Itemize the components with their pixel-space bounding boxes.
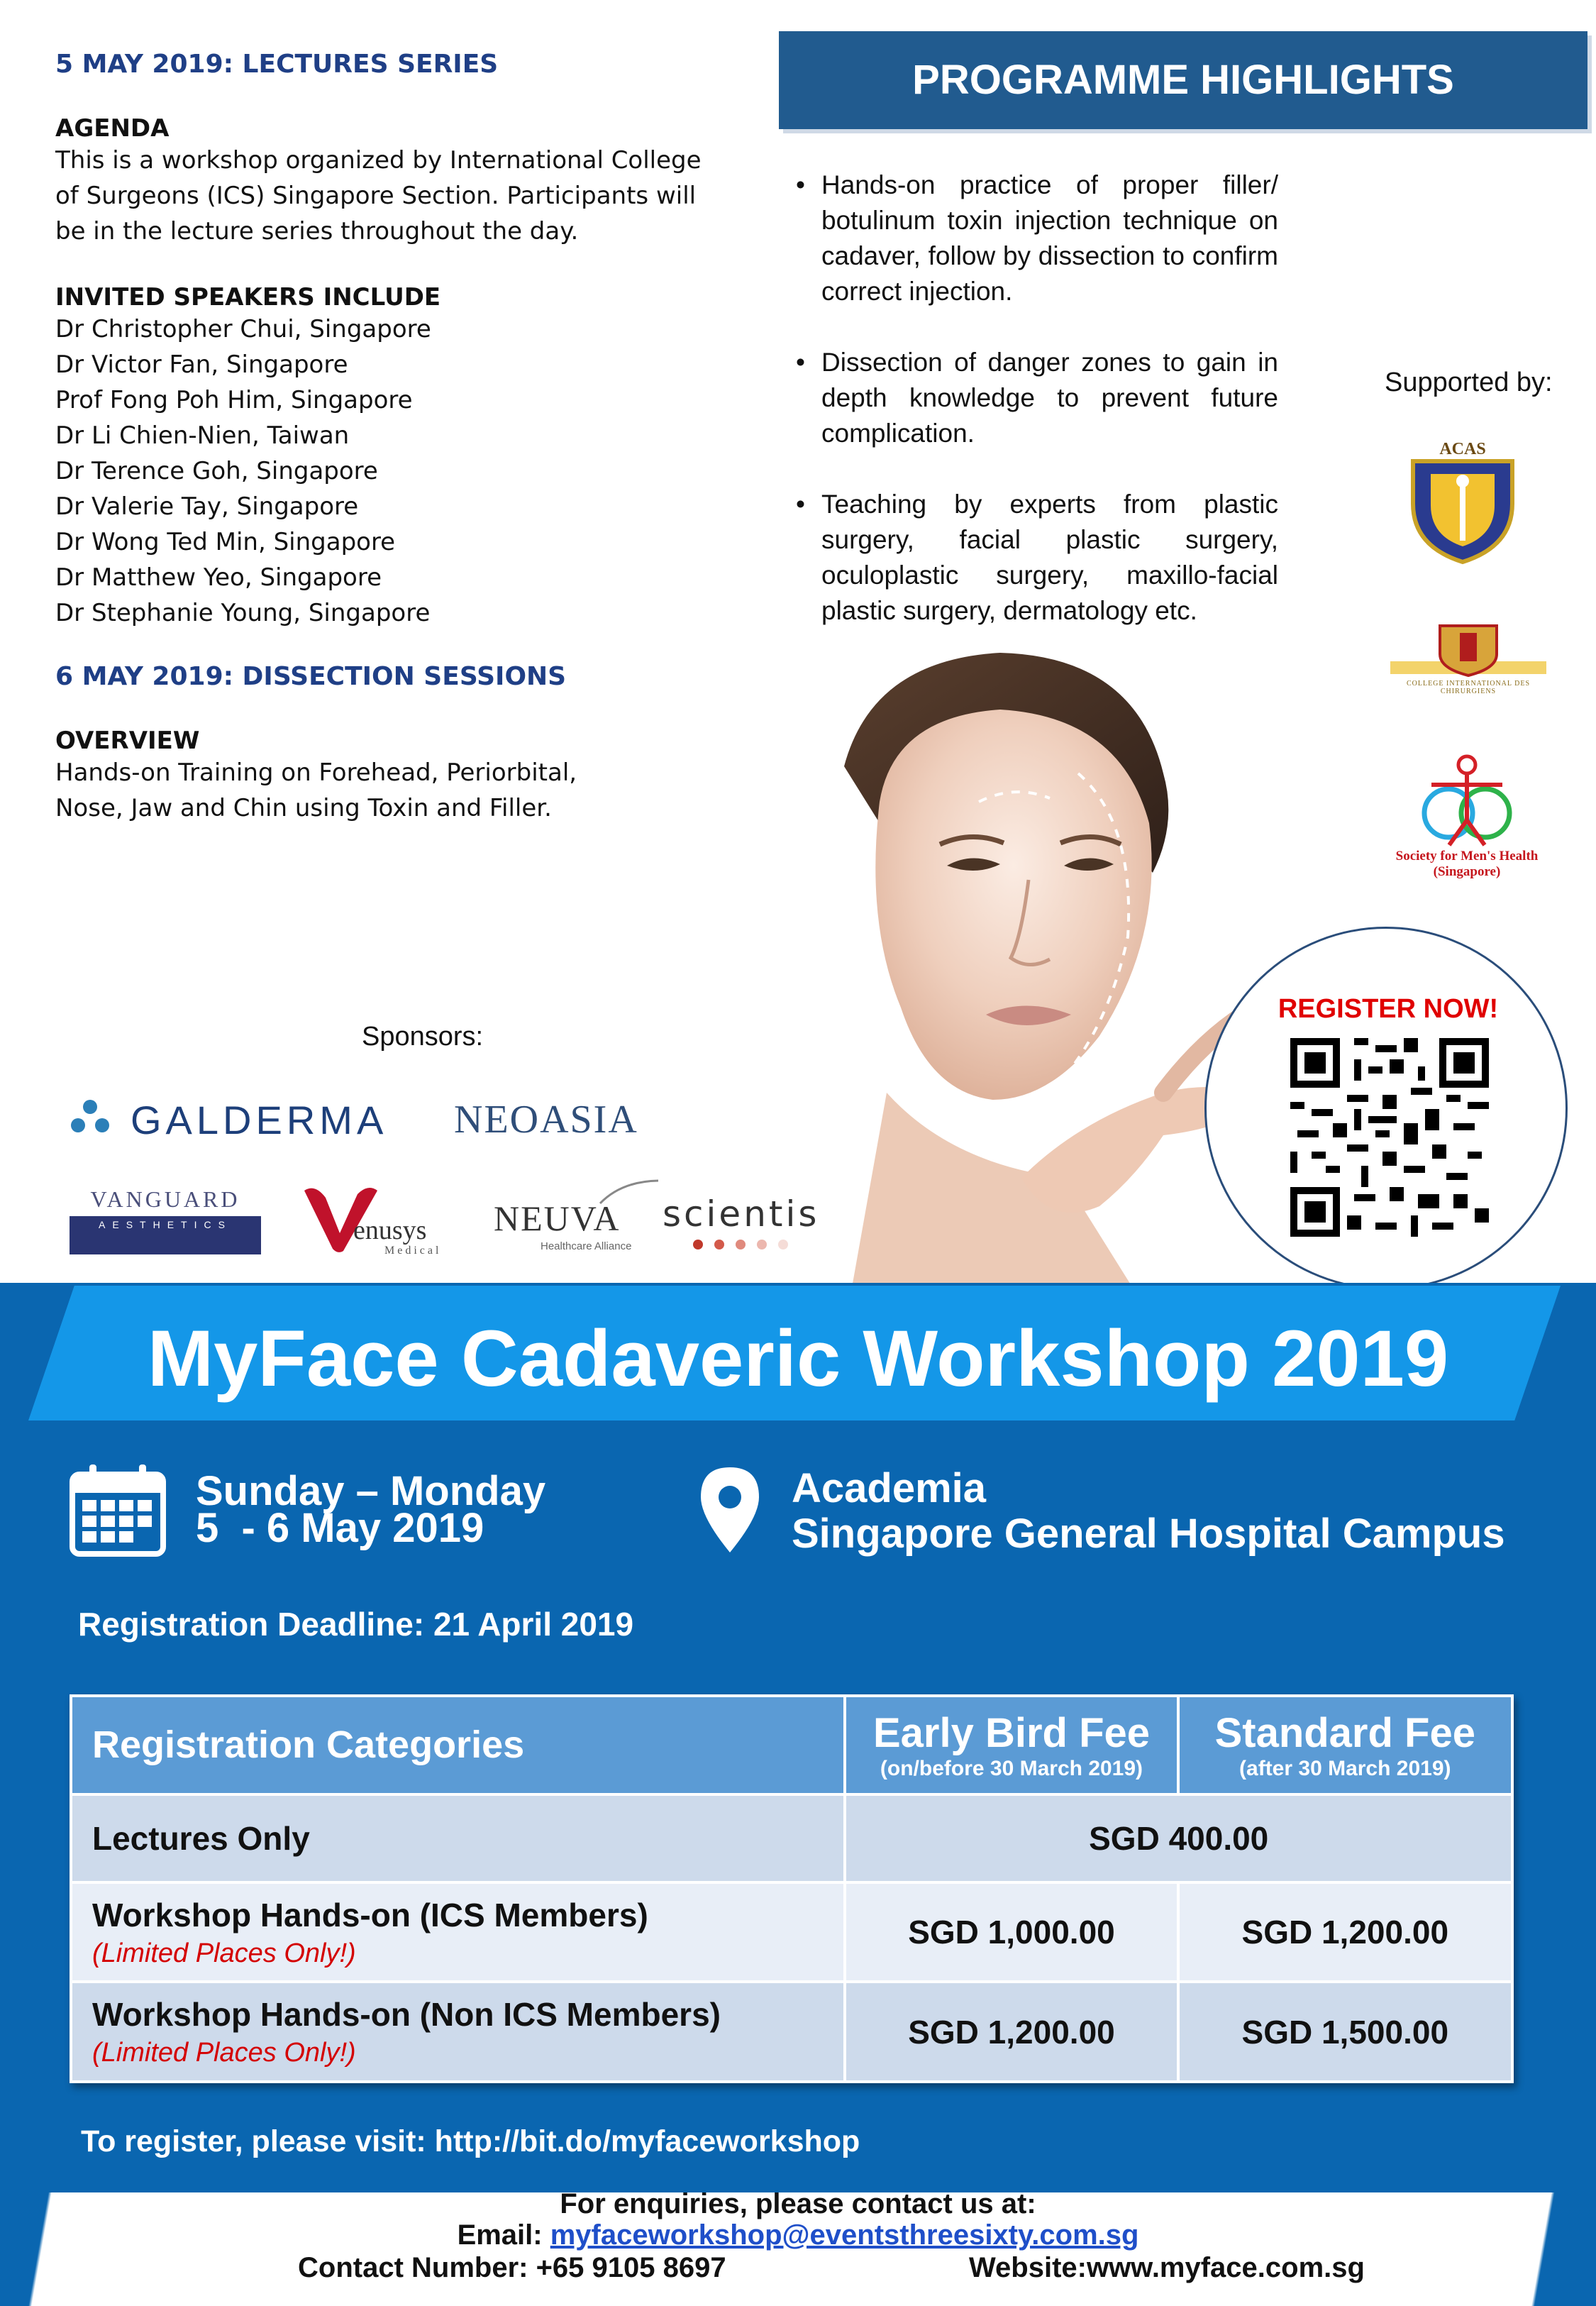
venusys-logo [301,1184,450,1262]
event-dates: 5 - 6 May 2019 [196,1505,484,1551]
speaker-item: Dr Valerie Tay, Singapore [55,492,359,521]
header-early-bird [845,1696,1177,1794]
highlights-banner: PROGRAMME HIGHLIGHTS [779,31,1587,129]
vanguard-logo-bar [70,1216,261,1254]
table-row [71,1882,1512,1982]
highlight-item: • Hands-on practice of proper filler/ botulinum toxin injection technique on cadaver, follow by dissection to confirm correct injection. [796,167,1278,309]
calendar-icon [68,1463,167,1557]
email-link[interactable]: myfaceworkshop@eventsthreesixty.com.sg [550,2219,1139,2251]
neoasia-logo: NEOASIA [454,1098,638,1142]
speakers-list [55,311,722,631]
speaker-item: Dr Wong Ted Min, Singapore [55,528,396,556]
register-url[interactable]: To register, please visit: http://bit.do/myfaceworkshop [81,2124,860,2158]
row-fee: SGD 400.00 [845,1794,1512,1882]
speaker-item: Prof Fong Poh Him, Singapore [55,386,413,414]
row-category: Workshop Hands-on (ICS Members) [92,1896,648,1933]
contact-number: Contact Number: +65 9105 8697 [298,2252,726,2283]
header-standard [1178,1696,1512,1794]
row-note: (Limited Places Only!) [92,1938,356,1968]
agenda-text: This is a workshop organized by International College of Surgeons (ICS) Singapore Section. Participants will be in the lecture series throughout the day. [55,146,702,246]
supported-label: Supported by: [1385,368,1553,397]
vanguard-logo [70,1186,261,1254]
header-categories: Registration Categories [71,1696,845,1794]
row-category: Workshop Hands-on (Non ICS Members) [92,1996,721,2034]
register-now-label: REGISTER NOW! [1278,994,1499,1024]
location-pin-icon [699,1466,760,1554]
highlight-item: • Dissection of danger zones to gain in depth knowledge to prevent future complication. [796,345,1278,451]
row-early-fee: SGD 1,200.00 [845,1982,1177,2082]
row-standard-fee: SGD 1,200.00 [1178,1882,1512,1982]
college-logo [1383,619,1553,698]
table-row [71,1794,1512,1882]
email-label: Email: [457,2219,543,2251]
event-days: Sunday – Monday [196,1468,546,1514]
scientis-logo [663,1193,826,1250]
venue-line-2: Singapore General Hospital Campus [792,1511,1505,1557]
footer-email-line [0,2219,1596,2251]
venusys-logo-sub: Medical [384,1245,442,1257]
vanguard-logo-sub: AESTHETICS [99,1219,232,1230]
acas-logo-text: ACAS [1439,440,1486,458]
acas-logo [1399,440,1526,565]
highlights-list [796,167,1278,664]
speaker-item: Dr Victor Fan, Singapore [55,351,348,379]
college-logo-text: COLLEGE INTERNATIONAL DES CHIRURGIENS [1406,680,1531,695]
vanguard-logo-text: VANGUARD [90,1186,240,1212]
row-standard-fee: SGD 1,500.00 [1178,1982,1512,2082]
register-qr-circle[interactable] [1204,927,1568,1290]
row-note: (Limited Places Only!) [92,2038,356,2068]
registration-table [70,1694,1514,2083]
galderma-logo [65,1093,420,1142]
venusys-logo-text: enusys [353,1215,427,1245]
neuva-logo [494,1178,650,1252]
lectures-section [55,50,722,826]
smh-logo-text: Society for Men's Health (Singapore) [1395,849,1539,879]
highlight-item: • Teaching by experts from plastic surgery, facial plastic surgery, oculoplastic surgery, maxillo-facial plastic surgery, dermatology etc. [796,487,1278,629]
speaker-item: Dr Stephanie Young, Singapore [55,599,431,627]
website-link[interactable]: Website:www.myface.com.sg [969,2252,1365,2283]
neuva-logo-sub: Healthcare Alliance [541,1240,632,1252]
row-category-cell [71,1882,845,1982]
dissection-heading: 6 MAY 2019: DISSECTION SESSIONS [55,662,567,691]
speaker-item: Dr Li Chien-Nien, Taiwan [55,421,350,450]
qr-code-icon[interactable] [1290,1038,1489,1237]
galderma-logo-text: GALDERMA [131,1098,388,1142]
speaker-item: Dr Matthew Yeo, Singapore [55,563,382,592]
header-standard-label: Standard Fee [1214,1709,1475,1756]
smh-logo [1382,749,1552,884]
header-early-bird-sub: (on/before 30 March 2019) [880,1756,1143,1780]
lectures-heading: 5 MAY 2019: LECTURES SERIES [55,50,499,79]
overview-title: OVERVIEW [55,727,200,755]
scientis-logo-text: scientis [663,1193,820,1235]
overview-text: Hands-on Training on Forehead, Periorbital, Nose, Jaw and Chin using Toxin and Filler. [55,758,577,822]
venue-line-1: Academia [792,1465,987,1511]
speaker-item: Dr Terence Goh, Singapore [55,457,378,485]
row-category: Lectures Only [71,1794,845,1882]
neuva-logo-text: NEUVA [494,1198,621,1238]
event-title: MyFace Cadaveric Workshop 2019 [147,1314,1449,1403]
speakers-title: INVITED SPEAKERS INCLUDE [55,283,441,311]
row-category-cell [71,1982,845,2082]
registration-deadline: Registration Deadline: 21 April 2019 [78,1606,634,1643]
header-early-bird-label: Early Bird Fee [872,1709,1151,1756]
row-early-fee: SGD 1,000.00 [845,1882,1177,1982]
footer-enquiries: For enquiries, please contact us at: [560,2188,1036,2219]
sponsors-label: Sponsors: [362,1022,484,1052]
table-row [71,1982,1512,2082]
agenda-title: AGENDA [55,114,170,143]
speaker-item: Dr Christopher Chui, Singapore [55,315,431,343]
header-standard-sub: (after 30 March 2019) [1239,1756,1451,1780]
